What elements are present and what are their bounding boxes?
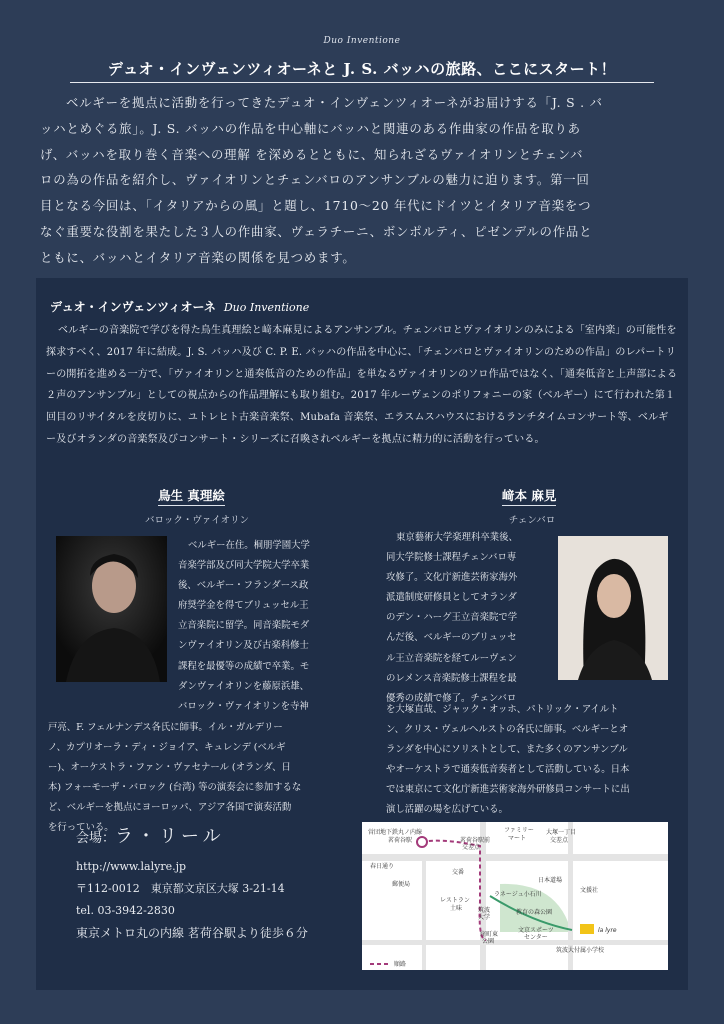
- bio-line: 攻修了。文化庁新進芸術家海外: [386, 572, 518, 584]
- svg-text:交差点: 交差点: [462, 844, 481, 851]
- bio-line: 優秀の成績で修了。チェンバロ: [386, 692, 517, 704]
- svg-text:レストラン: レストラン: [440, 897, 470, 904]
- venue-address: 〒112-0012 東京都文京区大塚 3-21-14: [76, 882, 285, 895]
- bio-line: ど、ベルギーを拠点にヨーロッパ、アジア各国で演奏活動: [48, 802, 292, 814]
- intro-paragraph: [40, 90, 686, 271]
- performer2-photo: [558, 536, 668, 680]
- duo-heading-en: Duo Inventione: [223, 301, 310, 314]
- venue-info: [76, 826, 308, 944]
- bio-line: バロック・ヴァイオリンを寺神: [178, 700, 309, 712]
- svg-text:茗荷谷駅前: 茗荷谷駅前: [460, 837, 491, 844]
- info-panel: [36, 278, 688, 990]
- svg-text:大塚一丁目: 大塚一丁目: [546, 829, 577, 836]
- bio-line: 立音楽院に留学。同音楽院モダ: [178, 620, 310, 632]
- svg-text:交番: 交番: [452, 869, 465, 876]
- performer1-role: バロック・ヴァイオリン: [145, 515, 249, 526]
- bio-line: ー)、オーケストラ・ファン・ヴァセナール (オランダ、日: [48, 762, 291, 774]
- bio-line: 府奨学金を得てブリュッセル王: [178, 600, 309, 612]
- bio-line: を大塚直哉、ジャック・オッホ、パトリック・アイルト: [386, 704, 619, 715]
- svg-text:土味: 土味: [450, 905, 463, 912]
- venue-access: 東京メトロ丸の内線 茗荷谷駅より徒歩６分: [76, 926, 308, 940]
- headline: デュオ・インヴェンツィオーネと J. S. バッハの旅路、ここにスタート！: [70, 58, 654, 83]
- venue-title: [76, 826, 308, 850]
- performer1-photo: [56, 536, 167, 682]
- venue-map: [362, 822, 668, 970]
- bio-line: ダンヴァイオリンを藤原浜雄、: [178, 680, 309, 692]
- bio-line: ル王立音楽院を経てルーヴェン: [386, 652, 517, 664]
- svg-text:日本道場: 日本道場: [538, 877, 563, 884]
- svg-text:ファミリー: ファミリー: [504, 827, 534, 834]
- svg-text:公園: 公園: [482, 938, 495, 945]
- performer2-role: チェンバロ: [508, 515, 556, 526]
- venue-name: ラ・リール: [115, 826, 225, 847]
- intro-line: げ、バッハを取り巻く音楽への理解 を深めるとともに、知られざるヴァイオリンとチェンバ: [40, 146, 584, 162]
- svg-text:la lyre: la lyre: [598, 927, 617, 934]
- bio-line: 派遣制度研修員としてオランダ: [386, 592, 517, 604]
- bio-line: んだ後、ベルギーのブリュッセ: [386, 632, 517, 644]
- svg-text:筑波大付属小学校: 筑波大付属小学校: [556, 947, 605, 954]
- bio-line: では東京にて文化庁新進芸術家海外研修員コンサートに出: [386, 784, 630, 796]
- intro-line: ともに、バッハとイタリア音楽の関係を見つめます。: [40, 249, 356, 265]
- bio-line: 同大学院修士課程チェンバロ専: [386, 552, 517, 564]
- svg-text:春日通り: 春日通り: [370, 863, 395, 870]
- svg-text:ラネージュ小石川: ラネージュ小石川: [494, 891, 542, 898]
- bio-line: 演し活躍の場を広げている。: [386, 804, 508, 816]
- svg-text:教育の森公園: 教育の森公園: [516, 909, 553, 916]
- performer1-bio-side: [178, 536, 310, 717]
- venue-label: 会場：: [76, 831, 116, 846]
- duo-heading-ja: デュオ・インヴェンツィオーネ: [50, 300, 216, 314]
- intro-line: 目となる今回は、「イタリアからの風」と題し、1710～20 年代にドイツとイタリア音楽をつ: [40, 198, 592, 214]
- bio-line: 本) フォーモーザ・バロック (台湾) 等の演奏会に参加するな: [48, 782, 302, 794]
- svg-text:文京スポーツ: 文京スポーツ: [518, 927, 554, 934]
- duo-profile: ベルギーの音楽院で学びを得た鳥生真理絵と﨑本麻見によるアンサンブル。チェンバロとヴァイオリンのみによる「室内楽」の可能性を探求すべく、2017 年に結成。J. S. バッハ及び C. P. E. バッハの作品を中心に、「チェンバロとヴァイオリンのための作品」のレパートリーの開拓を進める一方で、「ヴァイオリンと通奏低音のための作品」を単なるヴァイオリンのソロ作品ではなく、「通奏低音と上声部による２声のアンサンブル」としての視点からの作品理解にも取り組む。2017 年ルーヴェンのポリフォニーの家（ベルギー）にて行われた第１回目のリサイタルを皮切りに、ユトレヒト古楽音楽祭、Mubafa 音楽祭、エラスムスハウスにおけるランチタイムコンサート等、ベルギー及びオランダの音楽祭及びコンサート・シリーズに召喚されベルギーを拠点に精力的に活動を行っている。: [46, 325, 678, 445]
- svg-text:営団地下鉄丸ノ内線: 営団地下鉄丸ノ内線: [368, 829, 423, 836]
- bio-line: 東京藝術大学楽理科卒業後、: [396, 532, 518, 543]
- bio-line: ン、クリス・ヴェルヘルストの各氏に師事。ベルギーとオ: [386, 724, 629, 736]
- bio-line: のレメンス音楽院修士課程を最: [386, 672, 517, 684]
- la-lyre-marker: [580, 924, 594, 934]
- venue-url[interactable]: http://www.lalyre.jp: [76, 860, 187, 873]
- bio-line: ンヴァイオリン及び古楽科修士: [178, 640, 309, 652]
- bio-line: 戸亮、F. フェルナンデス各氏に師事。イル・ガルデリー: [48, 722, 283, 733]
- svg-text:順路: 順路: [394, 961, 407, 968]
- brand-wordmark: Duo Inventione: [323, 36, 401, 46]
- svg-text:茗荷谷駅: 茗荷谷駅: [388, 837, 413, 844]
- svg-text:郵便局: 郵便局: [392, 881, 411, 888]
- bio-line: 後、ベルギー・フランダース政: [178, 580, 309, 592]
- venue-tel: tel. 03-3942-2830: [76, 904, 175, 917]
- svg-text:センター: センター: [524, 934, 548, 941]
- intro-line: ベルギーを拠点に活動を行ってきたデュオ・インヴェンツィオーネがお届けする「J. S . バ: [66, 95, 603, 110]
- svg-text:文援社: 文援社: [580, 887, 599, 894]
- bio-line: 課程を最優等の成績で卒業。モ: [178, 660, 310, 672]
- bio-line: やオーケストラで通奏低音奏者として活動している。日本: [386, 764, 630, 776]
- svg-text:窪町東: 窪町東: [480, 931, 499, 938]
- performer2-bio-full: [386, 700, 630, 821]
- bio-line: 音楽学部及び同大学院大学卒業: [178, 560, 310, 572]
- intro-line: ッハとめぐる旅」。J. S. バッハの作品を中心軸にバッハと関連のある作曲家の作品を取りあ: [40, 120, 581, 136]
- svg-text:交差点: 交差点: [550, 837, 569, 844]
- bio-line: ベルギー在住。桐朋学園大学: [188, 540, 310, 551]
- performer1-name: 鳥生 真理絵: [158, 486, 225, 506]
- bio-line: ランダを中心にソリストとして、また多くのアンサンブル: [386, 744, 628, 756]
- performer2-bio-side: [386, 528, 518, 709]
- bio-line: を行っている。: [48, 822, 114, 834]
- svg-text:筑波: 筑波: [478, 907, 491, 914]
- bio-line: ノ、カプリオーラ・ディ・ジョイア、キュレンデ (ベルギ: [48, 742, 286, 754]
- performer1-bio-full: [48, 718, 301, 839]
- performer2-name: 﨑本 麻見: [502, 486, 556, 506]
- intro-line: なぐ重要な役割を果たした３人の作曲家、ヴェラチーニ、ボンポルティ、ピゼンデルの作品と: [40, 223, 593, 239]
- intro-line: ロの為の作品を紹介し、ヴァイオリンとチェンバロのアンサンブルの魅力に迫ります。第一回: [40, 172, 590, 188]
- svg-text:マート: マート: [508, 835, 527, 842]
- duo-heading: [50, 298, 309, 315]
- svg-text:大学: 大学: [478, 914, 491, 921]
- bio-line: のデン・ハーグ王立音楽院で学: [386, 612, 518, 624]
